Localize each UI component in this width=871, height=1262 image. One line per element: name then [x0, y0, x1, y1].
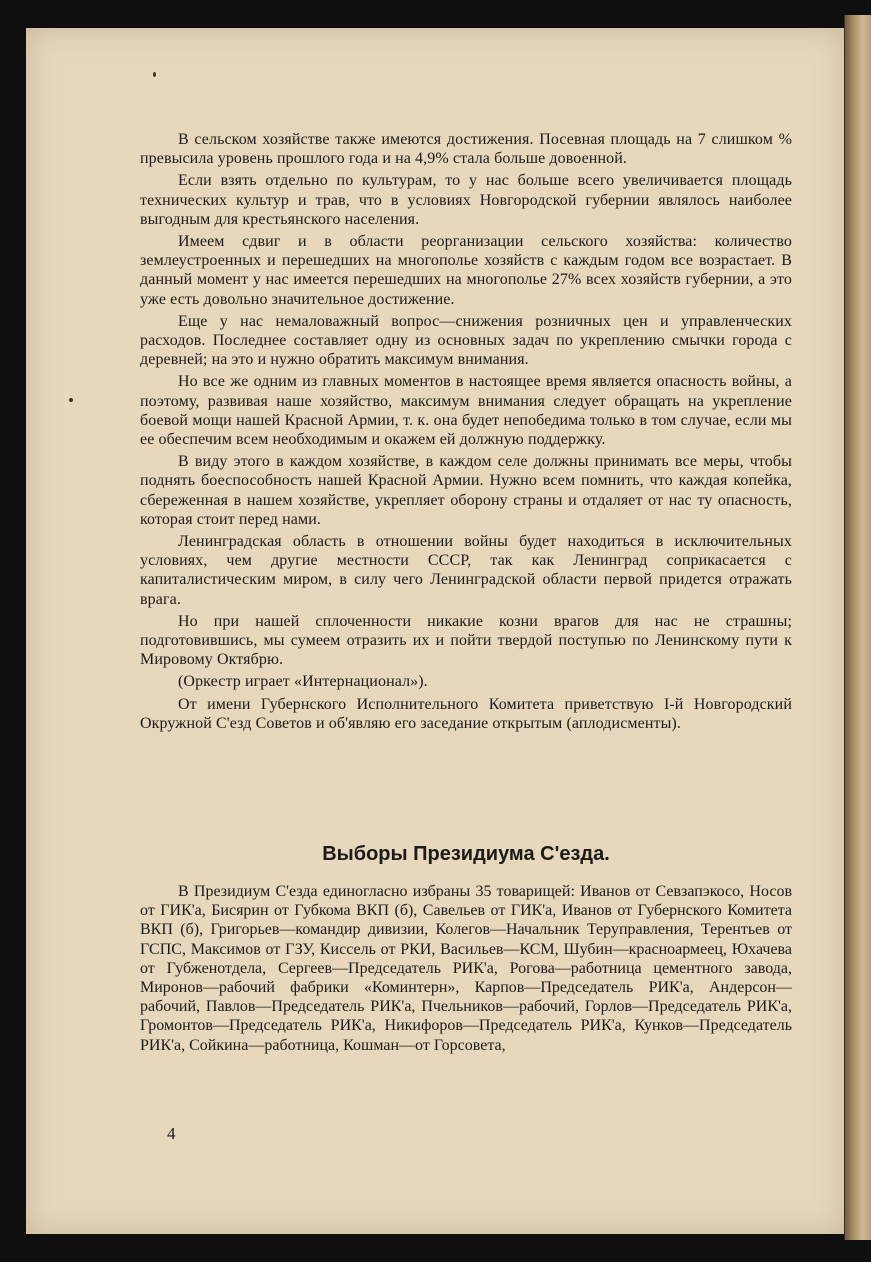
paragraph: Если взять отдельно по культурам, то у нас больше всего увеличивается площадь технических культур и трав, что в условиях Новгородской губернии являлось наиболее выгодным для крестьянского населения.: [140, 172, 792, 228]
ink-speck: [153, 72, 156, 77]
paragraph: Имеем сдвиг и в области реорганизации сельского хозяйства: количество землеустроенных и перешедших на многополье хозяйств с каждым годом все возрастает. В данный момент у нас имеется перешедших на многополье 27% всех хозяйств губернии, а это уже есть довольно значительное достижение.: [140, 233, 792, 308]
section-heading: Выборы Президиума С'езда.: [322, 843, 610, 865]
paragraph: Ленинградская область в отношении войны будет находиться в исключительных условиях, чем другие местности СССР, так как Ленинград соприкасается с капиталистическим миром, в силу чего Ленинградской области первой придется отражать врага.: [140, 533, 792, 608]
paragraph: В сельском хозяйстве также имеются достижения. Посевная площадь на 7 слишком % превысила уровень прошлого года и на 4,9% стала больше довоенной.: [140, 131, 792, 168]
page-number: 4: [167, 1124, 176, 1143]
body-text: [140, 130, 792, 736]
paragraph: (Оркестр играет «Интернационал»).: [178, 673, 428, 691]
paragraph: От имени Губернского Исполнительного Комитета приветствую I-й Новгородский Окружной С'езд Советов и об'являю его заседание открытым (аплодисменты).: [140, 695, 792, 732]
paragraph: Но все же одним из главных моментов в настоящее время является опасность войны, а поэтому, развивая наше хозяйство, максимум внимания следует обращать на укрепление боевой мощи нашей Красной Армии, т. к. она будет непобедима только в том случае, если мы ее обеспечим всем необходимым и окажем ей должную поддержку.: [140, 373, 792, 449]
adjacent-page-edge: [844, 15, 871, 1240]
presidium-list: В Президиум С'езда единогласно избраны 35 товарищей: Иванов от Севзапэкосо, Носов от ГИК'а, Бисярин от Губкома ВКП (б), Савельев от ГИК'а, Иванов от Губернского Комитета ВКП (б), Григорьев—командир дивизии, Колегов—Начальник Теруправления, Терентьев от ГСПС, Максимов от ГЗУ, Киссель от РКИ, Васильев—КСМ, Шубин—красноармеец, Юхачева от Губженотдела, Сергеев—Председатель РИК'а, Рогова—работница цементного завода, Миронов—рабочий фабрики «Коминтерн», Карпов—Председатель РИК'а, Андерсон—рабочий, Павлов—Председатель РИК'а, Пчельников—рабочий, Горлов—Председатель РИК'а, Громонтов—Председатель РИК'а, Никифоров—Председатель РИК'а, Кунков—Председатель РИК'а, Сойкина—работница, Кошман—от Горсовета,: [140, 883, 792, 1054]
paragraph: Еще у нас немаловажный вопрос—снижения розничных цен и управленческих расходов. Последнее составляет одну из основных задач по укреплению смычки города с деревней; на это и нужно обратить максимум внимания.: [140, 312, 792, 369]
paragraph: Но при нашей сплоченности никакие козни врагов для нас не страшны; подготовившись, мы сумеем отразить их и пойти твердой поступью по Ленинскому пути к Мировому Октябрю.: [140, 612, 792, 669]
paragraph: В виду этого в каждом хозяйстве, в каждом селе должны принимать все меры, чтобы поднять боеспособность нашей Красной Армии. Нужно всем помнить, что каждая копейка, сбереженная в нашем хозяйстве, укрепляет оборону страны и отдаляет от нас ту опасность, которая стоит перед нами.: [140, 453, 792, 528]
ink-speck: [69, 398, 73, 402]
